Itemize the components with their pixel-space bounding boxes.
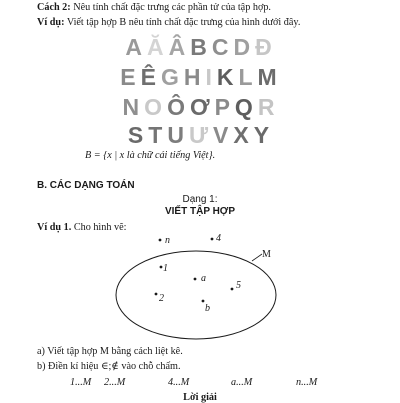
- fill-item: 2...M: [104, 377, 126, 388]
- venn-point-label: 2: [159, 293, 164, 304]
- set-m-pointer: [252, 254, 262, 261]
- form-subtitle: VIẾT TẬP HỢP: [164, 206, 236, 217]
- venn-point-label: a: [201, 273, 206, 284]
- venn-point-label: 4: [216, 233, 221, 244]
- letter: R: [257, 94, 278, 120]
- venn-diagram: [0, 228, 400, 343]
- letter: I: [205, 64, 215, 90]
- letter: Q: [234, 94, 256, 120]
- letter-row: [0, 94, 400, 121]
- method-2-line: [37, 2, 271, 13]
- letter: T: [148, 122, 166, 148]
- example-text: Viết tập hợp B nêu tính chất đặc trưng của hình dưới đây.: [64, 17, 301, 28]
- example-label: Ví dụ:: [37, 17, 65, 28]
- letter: X: [233, 122, 252, 148]
- venn-point-label: n: [165, 235, 170, 246]
- method-2-text: Nêu tính chất đặc trưng các phần tử của tập hợp.: [70, 2, 271, 13]
- method-2-label: Cách 2:: [37, 2, 71, 13]
- letter: Ô: [167, 94, 188, 120]
- letter: B: [190, 34, 210, 60]
- venn-point: [160, 266, 163, 269]
- venn-point-label: 1: [163, 263, 168, 274]
- example-1-text: Cho hình vẽ:: [71, 222, 127, 233]
- letter: Y: [253, 122, 273, 148]
- letter: Â: [168, 34, 189, 60]
- letter: U: [167, 122, 187, 148]
- fill-item: a...M: [231, 377, 253, 388]
- fill-item: n...M: [296, 377, 318, 388]
- fill-item: 1...M: [70, 377, 92, 388]
- section-b-heading: B. CÁC DẠNG TOÁN: [37, 180, 135, 191]
- set-b-definition: B = {x | x là chữ cái tiếng Việt}.: [85, 150, 216, 161]
- venn-point: [159, 239, 162, 242]
- letter: G: [160, 64, 182, 90]
- letter: V: [213, 122, 232, 148]
- solution-heading: Lời giải: [183, 392, 217, 403]
- letter: D: [233, 34, 254, 60]
- form-title: Dạng 1:: [182, 194, 218, 205]
- letter: A: [125, 34, 145, 60]
- letter: C: [211, 34, 232, 60]
- letter: S: [127, 122, 147, 148]
- example-1-label: Ví dụ 1.: [37, 222, 72, 233]
- venn-point: [155, 293, 158, 296]
- letter: E: [120, 64, 139, 90]
- venn-point: [194, 278, 197, 281]
- letter: O: [144, 94, 166, 120]
- task-a: a) Viết tập hợp M bằng cách liệt kê.: [37, 346, 183, 357]
- set-m-label: M: [262, 249, 271, 260]
- letter-row: [0, 122, 400, 149]
- letter: Ê: [140, 64, 159, 90]
- letter-row: [0, 34, 400, 61]
- venn-point-label: 5: [236, 280, 241, 291]
- venn-point: [202, 300, 205, 303]
- venn-point: [231, 288, 234, 291]
- example-letters-line: [37, 17, 300, 28]
- letter: H: [183, 64, 204, 90]
- fill-item: 4...M: [168, 377, 190, 388]
- task-b: b) Điền kí hiệu ∈;∉ vào chỗ chấm.: [37, 361, 181, 372]
- letter: Ă: [146, 34, 167, 60]
- letter: K: [216, 64, 237, 90]
- venn-point: [211, 238, 214, 241]
- letter: Ư: [188, 122, 212, 148]
- letter: N: [122, 94, 143, 120]
- set-m-ellipse: [116, 251, 276, 339]
- venn-point-label: b: [205, 303, 210, 314]
- letter: M: [257, 64, 280, 90]
- letter: L: [238, 64, 256, 90]
- letter: Đ: [255, 34, 275, 60]
- letter-row: [0, 64, 400, 91]
- letter: P: [214, 94, 233, 120]
- letter: Ơ: [189, 94, 213, 120]
